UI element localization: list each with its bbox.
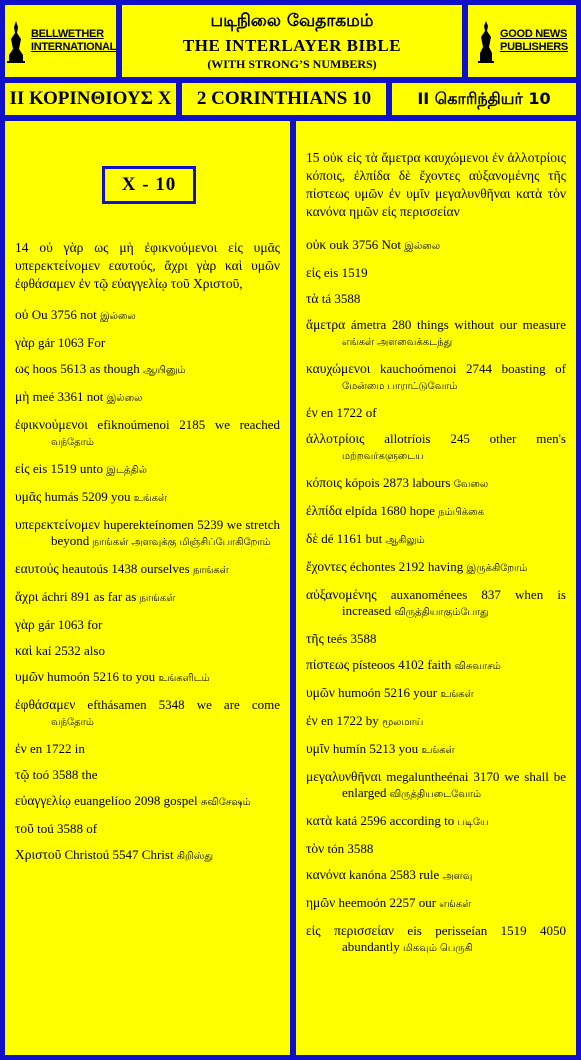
tamil-word: உங்கள் xyxy=(133,493,168,504)
greek-word: εὐαγγελίῳ xyxy=(15,793,71,808)
tamil-word: இல்லை xyxy=(106,393,143,404)
greek-word: εαυτούς xyxy=(15,561,59,576)
word-entry xyxy=(15,517,284,551)
tamil-word: இடத்தில் xyxy=(106,465,147,476)
gloss: kópois 2873 labours xyxy=(341,475,454,490)
ref-greek: II ΚΟΡΙΝΘΙΟΥΣ Χ xyxy=(2,80,179,118)
greek-word: τὸν xyxy=(306,841,325,856)
word-entry xyxy=(15,561,280,579)
greek-word: ημῶν xyxy=(306,895,336,910)
gloss: kanóna 2583 rule xyxy=(345,867,443,882)
word-entry xyxy=(306,475,566,493)
word-entry xyxy=(306,923,570,957)
word-entry xyxy=(15,741,280,757)
word-entry xyxy=(15,821,280,837)
tamil-word: இருக்கிறோம் xyxy=(466,563,528,574)
good-news-line-1: GOOD NEWS xyxy=(500,28,568,40)
gloss: Ou 3756 not xyxy=(28,307,100,322)
tamil-word: நம்பிக்கை xyxy=(438,507,484,518)
word-entry xyxy=(306,741,566,759)
word-entry xyxy=(15,335,280,351)
gloss: allotríois 245 other men's xyxy=(364,431,570,446)
word-entry xyxy=(15,361,280,379)
title-panel xyxy=(119,2,465,80)
left-word-list xyxy=(15,307,284,865)
verse-14-text: 14 ού γὰρ ως μὴ ἐφικνούμενοι εἰς υμᾶς υπερεκτείνομεν εαυτούς, ἄχρι γὰρ καὶ υμῶν ἐφθάσαμεν ἐν τῷ εὐαγγελίῳ τοῦ Χριστοῦ, xyxy=(15,240,280,291)
greek-word: τὰ xyxy=(306,291,319,306)
word-entry xyxy=(15,461,280,479)
greek-word: ἔχοντες xyxy=(306,559,347,574)
word-entry xyxy=(306,431,570,465)
gloss: efiknoúmenoi 2185 we reached xyxy=(87,417,284,432)
word-entry xyxy=(306,587,570,621)
gloss: eis 1519 xyxy=(320,265,368,280)
word-entry xyxy=(15,389,280,407)
gloss: dé 1161 but xyxy=(318,531,386,546)
tamil-word: உங்களிடம் xyxy=(158,673,210,684)
word-entry xyxy=(306,405,566,421)
tamil-word: நாங்கள் அளவுக்கு மிஞ்சிப்போகிறோம் xyxy=(92,537,271,548)
ref-english: 2 CORINTHIANS 10 xyxy=(179,80,389,118)
tamil-word: விசுவாசம் xyxy=(454,661,501,672)
gloss: áchri 891 as far as xyxy=(38,589,140,604)
tamil-word: மிகவும் பெருகி xyxy=(403,943,473,954)
tamil-word: மேன்மை பாராட்டுவோம் xyxy=(342,381,458,392)
gloss: hoos 5613 as though xyxy=(29,361,143,376)
gloss: ámetra 280 things without our measure xyxy=(345,317,570,332)
gloss: meé 3361 not xyxy=(29,389,107,404)
word-entry xyxy=(306,361,570,395)
greek-word: μεγαλυνθῆναι xyxy=(306,769,382,784)
gloss: heemoón 2257 our xyxy=(335,895,440,910)
greek-word: μὴ xyxy=(15,389,30,404)
gloss: en 1722 of xyxy=(317,405,377,420)
gloss: toú 3588 of xyxy=(33,821,98,836)
word-entry xyxy=(15,697,284,731)
word-entry xyxy=(306,713,566,731)
greek-word: ἐν xyxy=(306,405,318,420)
word-entry xyxy=(306,631,566,647)
greek-word: τοῦ xyxy=(15,821,34,836)
greek-word: εἰς περισσείαν xyxy=(306,923,395,938)
word-entry xyxy=(15,793,280,811)
word-entry xyxy=(15,307,280,325)
gloss: humás 5209 you xyxy=(41,489,134,504)
greek-word: Χριστοῦ xyxy=(15,847,62,862)
word-entry xyxy=(306,813,566,831)
greek-word: δὲ xyxy=(306,531,319,546)
left-column xyxy=(2,118,293,1058)
gloss: heautoús 1438 ourselves xyxy=(58,561,193,576)
greek-word: υμῶν xyxy=(15,669,44,684)
greek-word: ἀλλοτρίοις xyxy=(306,431,365,446)
bellwether-line-1: BELLWETHER xyxy=(30,28,104,40)
greek-word: τῆς xyxy=(306,631,324,646)
word-entry xyxy=(306,657,566,675)
tamil-word: ஆயினும் xyxy=(142,365,186,376)
tamil-word: வந்தோம் xyxy=(51,437,94,448)
greek-word: καυχώμενοι xyxy=(306,361,371,376)
greek-word: οὐκ xyxy=(306,237,327,252)
gloss: tón 3588 xyxy=(324,841,374,856)
word-entry xyxy=(306,237,566,255)
gloss: elpída 1680 hope xyxy=(342,503,439,518)
word-entry xyxy=(306,503,566,521)
right-word-list xyxy=(306,237,570,957)
gloss: kauchoómenoi 2744 boasting of xyxy=(370,361,570,376)
bellwether-line-2: INTERNATIONAL xyxy=(30,41,117,53)
greek-word: κανόνα xyxy=(306,867,346,882)
word-entry xyxy=(306,531,566,549)
tamil-word: வந்தோம் xyxy=(51,717,94,728)
word-entry xyxy=(306,895,566,913)
gloss: toó 3588 the xyxy=(29,767,98,782)
tamil-word: படியே xyxy=(457,817,489,828)
gloss: huperekteínomen 5239 we stretch beyond xyxy=(51,517,284,548)
greek-word: ἄμετρα xyxy=(306,317,346,332)
word-entry xyxy=(15,417,284,451)
tamil-word: விருத்தியாகும்போது xyxy=(394,607,489,618)
word-entry xyxy=(15,489,280,507)
good-news-line-2: PUBLISHERS xyxy=(500,41,568,53)
greek-word: υμῶν xyxy=(306,685,335,700)
greek-word: ἐν xyxy=(15,741,27,756)
gloss: ouk 3756 Not xyxy=(326,237,405,252)
title-tamil: படிநிலை வேதாகமம் xyxy=(210,11,374,31)
gloss: gár 1063 for xyxy=(34,617,103,632)
verse-15-text: 15 οὐκ εἰς τὰ ἄμετρα καυχώμενοι ἐν ἀλλοτρίοις κόποις, ἐλπίδα δὲ ἔχοντες αὐξανομένης τῆς πίστεως υμῶν ἐν υμῖν μεγαλυνθῆναι κατὰ τὸν κανόνα ημῶν εἰς περισσείαν xyxy=(306,150,566,219)
greek-word: εἰς xyxy=(15,461,30,476)
tamil-word: மற்றவர்களுடைய xyxy=(342,451,424,462)
tamil-word: சுவிசேஷம் xyxy=(200,797,251,808)
gloss: megaluntheénai 3170 we shall be enlarged xyxy=(342,769,570,800)
greek-word: ἄχρι xyxy=(15,589,39,604)
greek-word: ως xyxy=(15,361,30,376)
gloss: katá 2596 according to xyxy=(332,813,458,828)
word-entry xyxy=(15,617,280,633)
word-entry xyxy=(306,867,566,885)
tamil-word: நாங்கள் xyxy=(192,565,229,576)
tamil-word: உங்கள் xyxy=(440,689,474,700)
good-news-logo xyxy=(476,19,568,63)
gloss: teés 3588 xyxy=(323,631,377,646)
title-main: THE INTERLAYER BIBLE xyxy=(182,36,402,55)
greek-word: τῷ xyxy=(15,767,30,782)
greek-word: εἰς xyxy=(306,265,321,280)
tamil-word: நாங்கள் xyxy=(139,593,176,604)
word-entry xyxy=(15,767,280,783)
word-entry xyxy=(306,291,566,307)
right-column xyxy=(293,118,579,1058)
tamil-word: எங்கள் அளவைக்கடந்து xyxy=(342,337,453,348)
bellwether-logo-panel xyxy=(2,2,119,80)
gloss: eis 1519 unto xyxy=(29,461,107,476)
word-entry xyxy=(15,589,280,607)
gloss: gár 1063 For xyxy=(34,335,106,350)
word-entry xyxy=(306,841,566,857)
tamil-word: மூலமாய் xyxy=(382,717,424,728)
tamil-word: இல்லை xyxy=(99,311,136,322)
gloss: humoón 5216 to you xyxy=(43,669,159,684)
word-entry xyxy=(306,559,566,577)
gloss: efthásamen 5348 we are come xyxy=(75,697,284,712)
word-entry xyxy=(15,669,280,687)
word-entry xyxy=(306,685,566,703)
word-entry xyxy=(306,317,570,351)
gloss: písteoos 4102 faith xyxy=(349,657,455,672)
greek-word: υμῖν xyxy=(306,741,330,756)
greek-word: ἐφικνούμενοι xyxy=(15,417,88,432)
greek-word: ἐφθάσαμεν xyxy=(15,697,76,712)
torch-icon xyxy=(476,19,496,63)
tamil-word: வேலை xyxy=(453,479,489,490)
gloss: kaí 2532 also xyxy=(32,643,105,658)
greek-word: ἐν xyxy=(306,713,318,728)
gloss: Christoú 5547 Christ xyxy=(61,847,177,862)
gloss: humín 5213 you xyxy=(329,741,422,756)
word-entry xyxy=(306,769,570,803)
greek-word: πίστεως xyxy=(306,657,350,672)
tamil-word: கிறிஸ்து xyxy=(176,851,214,862)
greek-word: οὐ xyxy=(15,307,29,322)
greek-word: κόποις xyxy=(306,475,342,490)
gloss: auxanoménees 837 when is increased xyxy=(342,587,570,618)
bellwether-logo xyxy=(5,19,116,63)
gloss: en 1722 in xyxy=(26,741,85,756)
tamil-word: விருத்தியடைவோம் xyxy=(389,789,482,800)
lamp-stand-icon xyxy=(5,19,27,63)
word-entry xyxy=(15,643,280,659)
gloss: eis perisseían 1519 4050 abundantly xyxy=(342,923,570,954)
greek-word: υπερεκτείνομεν xyxy=(15,517,100,532)
tamil-word: ஆகிலும் xyxy=(385,535,425,546)
greek-word: κατὰ xyxy=(306,813,333,828)
good-news-logo-panel xyxy=(465,2,579,80)
greek-word: αὐξανομένης xyxy=(306,587,377,602)
greek-word: γὰρ xyxy=(15,335,35,350)
tamil-word: அளவு xyxy=(442,871,473,882)
gloss: euangelíoo 2098 gospel xyxy=(70,793,201,808)
gloss: humoón 5216 your xyxy=(334,685,441,700)
tamil-word: உங்கள் xyxy=(421,745,455,756)
tamil-word: எங்கள் xyxy=(439,899,472,910)
gloss: tá 3588 xyxy=(318,291,361,306)
greek-word: υμᾶς xyxy=(15,489,42,504)
greek-word: ἐλπίδα xyxy=(306,503,343,518)
chapter-label: X - 10 xyxy=(102,166,196,204)
greek-word: γὰρ xyxy=(15,617,35,632)
title-sub: (WITH STRONG’S NUMBERS) xyxy=(207,57,377,71)
tamil-word: இல்லை xyxy=(404,241,441,252)
gloss: échontes 2192 having xyxy=(346,559,467,574)
gloss: en 1722 by xyxy=(317,713,383,728)
ref-tamil: II கொரிந்தியர் 10 xyxy=(389,80,579,118)
word-entry xyxy=(306,265,566,281)
word-entry xyxy=(15,847,280,865)
greek-word: καὶ xyxy=(15,643,33,658)
